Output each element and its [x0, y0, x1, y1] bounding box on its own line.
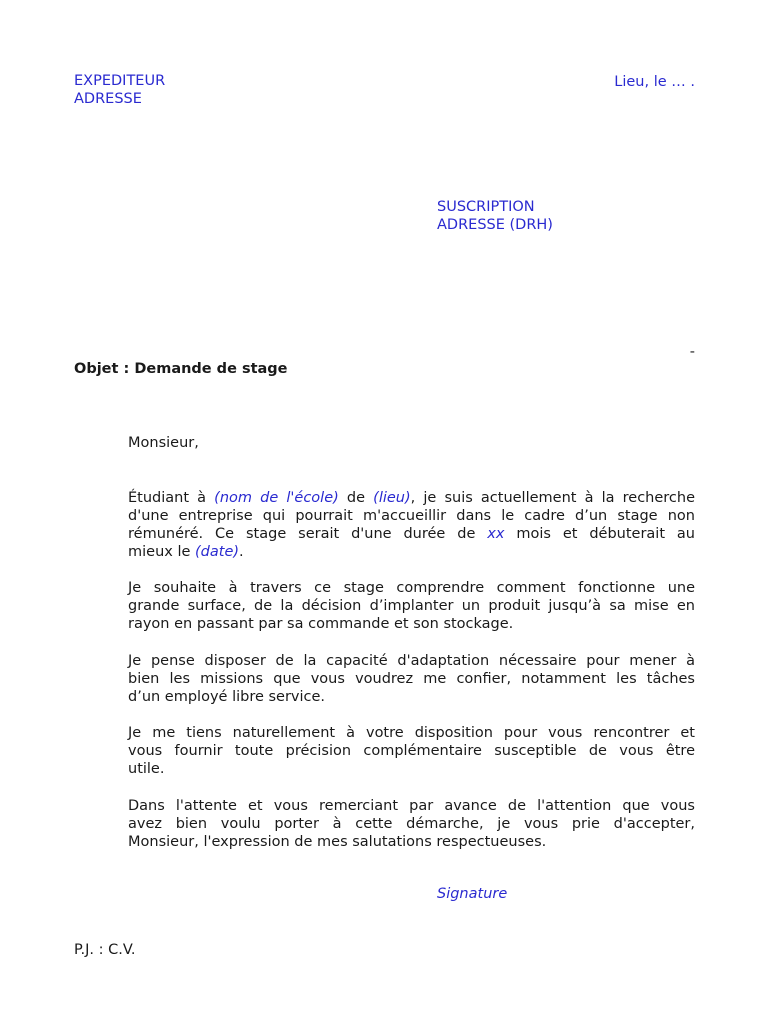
paragraph-line: avez bien voulu porter à cette démarche, je vous prie d'accepter, — [128, 816, 695, 832]
recipient-address: ADRESSE (DRH) — [437, 217, 553, 233]
paragraph-line: Monsieur, l'expression de mes salutations respectueuses. — [128, 834, 547, 850]
paragraph-intro — [128, 489, 695, 561]
paragraph-line: Je me tiens naturellement à votre disposition pour vous rencontrer et — [128, 725, 695, 741]
paragraph-line: rémunéré. Ce stage serait d'une durée de xx mois et débuterait au — [128, 526, 695, 542]
sender-name: EXPEDITEUR — [74, 73, 166, 89]
paragraph-line: bien les missions que vous voudrez me confier, notamment les tâches — [128, 671, 695, 687]
subject-line: Objet : Demande de stage — [74, 361, 288, 377]
paragraph-line: Dans l'attente et vous remerciant par avance de l'attention que vous — [128, 798, 695, 814]
paragraph-availability — [128, 724, 695, 778]
paragraph-closing — [128, 797, 695, 851]
paragraph-line: grande surface, de la décision d’implanter un produit jusqu’à sa mise en — [128, 598, 695, 614]
recipient-name: SUSCRIPTION — [437, 199, 535, 215]
paragraph-line: vous fournir toute précision complémentaire susceptible de vous être — [128, 743, 695, 759]
paragraph-line: d’un employé libre service. — [128, 689, 326, 705]
paragraph-line: utile. — [128, 761, 165, 777]
recipient-block — [437, 198, 553, 234]
duration-placeholder: xx — [487, 526, 505, 542]
paragraph-skills — [128, 652, 695, 706]
school-placeholder: (nom de l'école) — [214, 490, 339, 506]
paragraph-line: Étudiant à (nom de l'école) de (lieu), je suis actuellement à la recherche — [128, 490, 695, 506]
date-placeholder: (date) — [195, 544, 240, 560]
place-placeholder: (lieu) — [373, 490, 411, 506]
paragraph-line: d'une entreprise qui pourrait m'accueillir dans le cadre d’un stage non — [128, 508, 695, 524]
sender-block — [74, 72, 165, 108]
paragraph-line: Je pense disposer de la capacité d'adaptation nécessaire pour mener à — [128, 653, 695, 669]
signature: Signature — [437, 886, 508, 902]
salutation: Monsieur, — [128, 435, 199, 451]
place-date: Lieu, le … . — [614, 74, 695, 90]
sender-address: ADRESSE — [74, 91, 142, 107]
paragraph-line: Je souhaite à travers ce stage comprendre comment fonctionne une — [128, 580, 695, 596]
dash-mark: - — [689, 344, 695, 360]
paragraph-objective — [128, 579, 695, 633]
paragraph-line: rayon en passant par sa commande et son stockage. — [128, 616, 514, 632]
paragraph-line: mieux le (date). — [128, 544, 244, 560]
attachment-note: P.J. : C.V. — [74, 942, 136, 958]
